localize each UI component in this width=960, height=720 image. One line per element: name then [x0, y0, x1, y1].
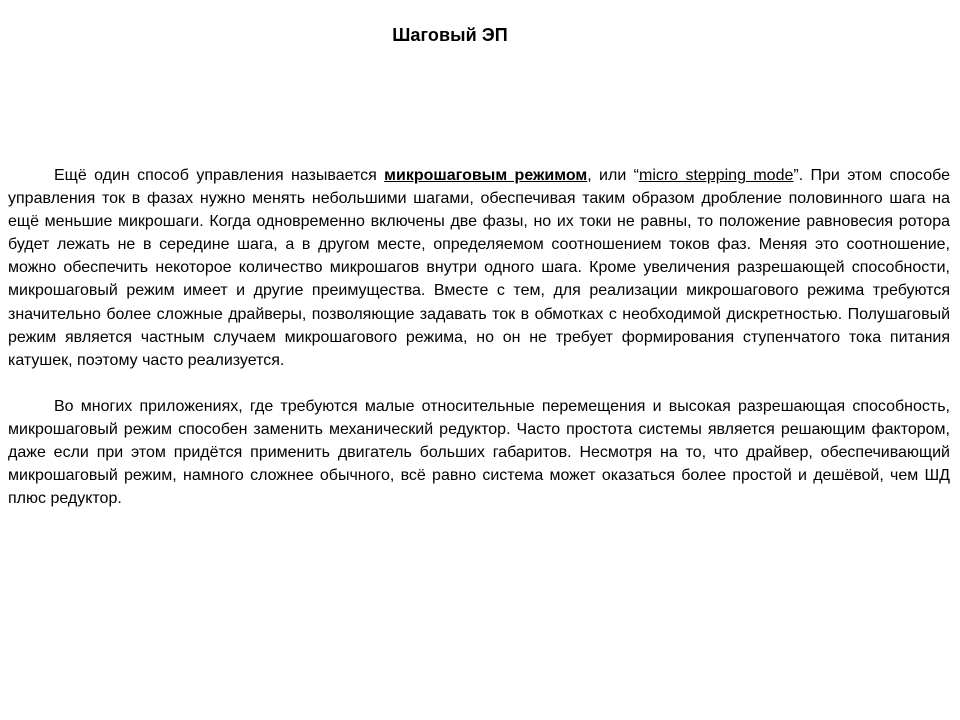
paragraph-intro-text: Ещё один способ управления называется: [54, 167, 385, 184]
paragraph-microstepping: [8, 164, 950, 372]
paragraph-connector-text: , или “: [587, 167, 639, 184]
english-term: micro stepping mode: [638, 167, 794, 184]
paragraph-applications: Во многих приложениях, где требуются малые относительные перемещения и высокая разрешающая способность, микрошаговый режим способен заменить механический редуктор. Часто простота системы является решающим фактором, даже если при этом придётся применить двигатель больших габаритов. Несмотря на то, что драйвер, обеспечивающий микрошаговый режим, намного сложнее обычного, всё равно система может оказаться более простой и дешёвой, чем ШД плюс редуктор.: [8, 397, 950, 508]
paragraph-body-text: ”. При этом способе управления ток в фазах нужно менять небольшими шагами, обеспечивая таким образом дробление половинного шага на ещё меньшие микрошаги. Когда одновременно включены две фазы, но их токи не равны, то положение равновесия ротора будет лежать не в середине шага, а в другом месте, определяемом соотношением токов фаз. Меняя это соотношение, можно обеспечить некоторое количество микрошагов внутри одного шага. Кроме увеличения разрешающей способности, микрошаговый режим имеет и другие преимущества. Вместе с тем, для реализации микрошагового режима требуются значительно более сложные драйверы, позволяющие задавать ток в обмотках с необходимой дискретностью. Полушаговый режим является частным случаем микрошагового режима, но он не требует формирования ступенчатого тока питания катушек, поэтому часто реализуется.: [8, 167, 951, 369]
slide-title: Шаговый ЭП: [392, 25, 508, 45]
key-term: микрошаговым режимом: [384, 167, 588, 184]
slide-content: [8, 164, 950, 510]
